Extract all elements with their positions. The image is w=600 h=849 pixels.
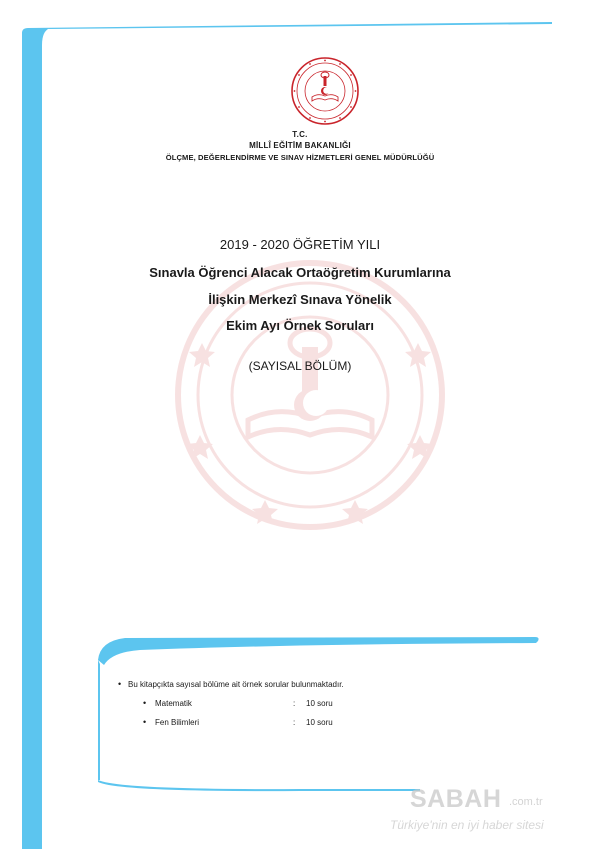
row-bullet: •	[143, 717, 147, 727]
title-line-3: Ekim Ayı Örnek Soruları	[226, 318, 374, 333]
subject-count: 10 soru	[306, 699, 333, 708]
header-ministry: MİLLÎ EĞİTİM BAKANLIĞI	[249, 141, 351, 150]
title-line-2: İlişkin Merkezî Sınava Yönelik	[208, 292, 392, 307]
row-bullet: •	[143, 698, 147, 708]
subject-label: Fen Bilimleri	[155, 718, 200, 727]
title-line-1: Sınavla Öğrenci Alacak Ortaöğretim Kurumlarına	[149, 265, 451, 280]
info-bullet: •	[118, 679, 122, 689]
section-label: (SAYISAL BÖLÜM)	[248, 359, 352, 373]
subject-count: 10 soru	[306, 718, 333, 727]
sabah-watermark-tagline: Türkiye'nin en iyi haber sitesi	[390, 818, 544, 832]
info-intro: Bu kitapçıkta sayısal bölüme ait örnek sorular bulunmaktadır.	[128, 680, 344, 689]
subject-label: Matematik	[155, 699, 192, 708]
sabah-watermark-brand: SABAH	[410, 785, 502, 813]
row-colon: :	[293, 718, 296, 727]
meb-seal-icon	[290, 56, 360, 126]
academic-year: 2019 - 2020 ÖĞRETİM YILI	[219, 237, 381, 252]
header-directorate: ÖLÇME, DEĞERLENDİRME VE SINAV HİZMETLERİ GENEL MÜDÜRLÜĞÜ	[165, 153, 435, 162]
row-colon: :	[293, 699, 296, 708]
header-tc: T.C.	[292, 130, 308, 139]
sabah-watermark-domain: .com.tr	[509, 796, 543, 808]
